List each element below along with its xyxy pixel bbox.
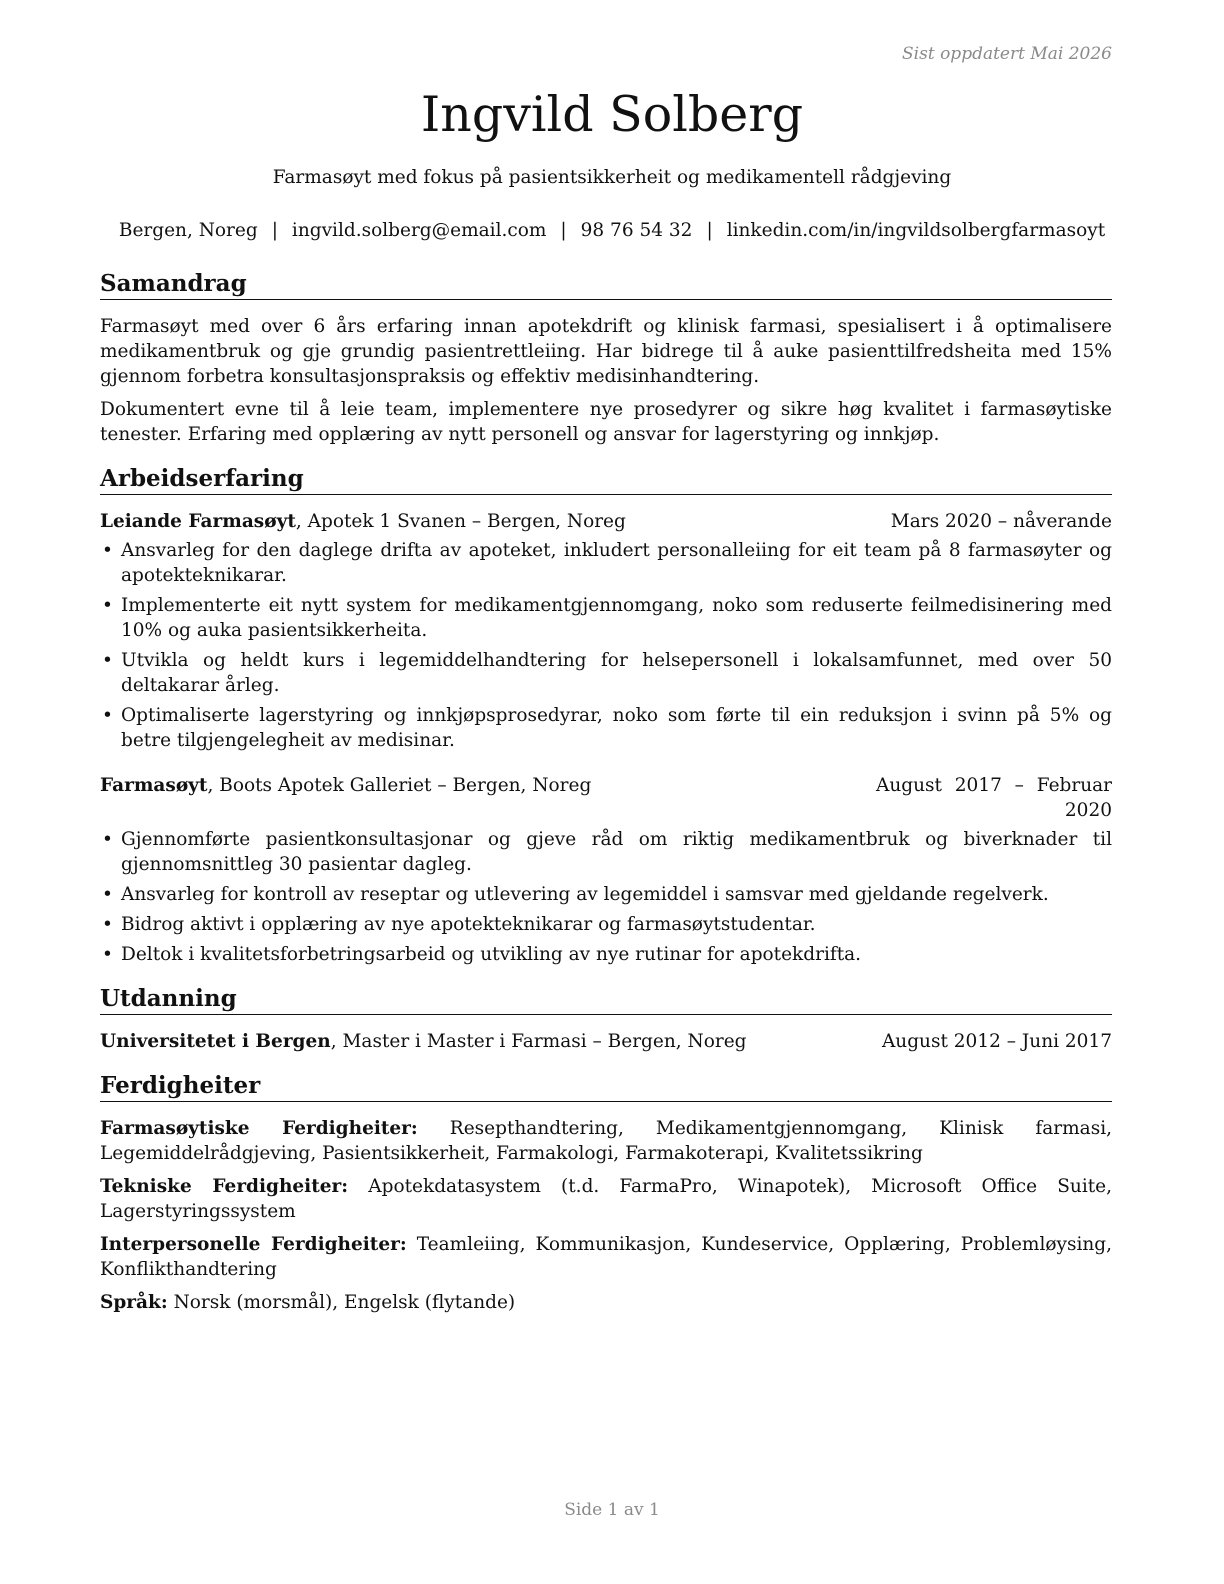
list-item xyxy=(100,538,1112,588)
bullet-icon: • xyxy=(102,944,113,965)
skill-value: Teamleiing, Kommunikasjon, Kundeservice, Opplæring, Problemløysing, Konflikthandtering xyxy=(100,1234,1112,1280)
resume-body xyxy=(100,270,1112,1325)
list-item xyxy=(100,882,1112,907)
separator: | xyxy=(706,220,713,241)
list-item xyxy=(100,703,1112,753)
education-detail: , Master i Master i Farmasi – Bergen, Noreg xyxy=(330,1031,747,1052)
job-role: Leiande Farmasøyt xyxy=(100,511,296,532)
bullet-icon: • xyxy=(102,705,113,726)
list-item xyxy=(100,648,1112,698)
job-header xyxy=(100,509,1112,534)
skill-label: Interpersonelle Ferdigheiter: xyxy=(100,1234,407,1255)
candidate-name: Ingvild Solberg xyxy=(420,86,804,143)
bullet-icon: • xyxy=(102,540,113,561)
experience-section xyxy=(100,465,1112,967)
job-employer: , Boots Apotek Galleriet – Bergen, Noreg xyxy=(207,775,592,796)
job-bullets xyxy=(100,827,1112,967)
contact-linkedin[interactable]: linkedin.com/in/ingvildsolbergfarmasoyt xyxy=(726,220,1106,241)
skill-value: Resepthandtering, Medikamentgjennomgang, Klinisk farmasi, Legemiddelrådgjeving, Pasientsikkerheit, Farmakologi, Farmakoterapi, Kvalitetssikring xyxy=(100,1118,1112,1164)
education-section xyxy=(100,985,1112,1054)
bullet-icon: • xyxy=(102,914,113,935)
skills-section xyxy=(100,1072,1112,1315)
education-period: August 2012 – Juni 2017 xyxy=(881,1031,1112,1052)
list-item xyxy=(100,593,1112,643)
skill-group xyxy=(100,1174,1112,1224)
bullet-text: Bidrog aktivt i opplæring av nye apotekteknikarar og farmasøytstudentar. xyxy=(121,914,816,935)
contact-email[interactable]: ingvild.solberg@email.com xyxy=(291,220,547,241)
education-title xyxy=(100,1029,882,1054)
separator: | xyxy=(271,220,278,241)
job-entry xyxy=(100,509,1112,753)
bullet-text: Utvikla og heldt kurs i legemiddelhandtering for helsepersonell i lokalsamfunnet, med over 50 deltakarar årleg. xyxy=(121,650,1112,696)
list-item xyxy=(100,942,1112,967)
summary-paragraph: Dokumentert evne til å leie team, implementere nye prosedyrer og sikre høg kvalitet i farmasøytiske tenester. Erfaring med opplæring av nytt personell og ansvar for lagerstyring og innkjøp. xyxy=(100,399,1112,445)
job-bullets xyxy=(100,538,1112,753)
section-title: Ferdigheiter xyxy=(100,1072,1112,1102)
separator: | xyxy=(560,220,567,241)
education-entry xyxy=(100,1029,1112,1054)
section-title: Arbeidserfaring xyxy=(100,465,1112,495)
skill-label: Tekniske Ferdigheiter: xyxy=(100,1176,349,1197)
bullet-icon: • xyxy=(102,650,113,671)
job-period: Mars 2020 – nåverande xyxy=(890,511,1112,532)
bullet-icon: • xyxy=(102,829,113,850)
skill-value: Apotekdatasystem (t.d. FarmaPro, Winapotek), Microsoft Office Suite, Lagerstyringssystem xyxy=(100,1176,1112,1222)
last-updated: Sist oppdatert Mai 2026 xyxy=(902,44,1112,64)
bullet-icon: • xyxy=(102,595,113,616)
list-item xyxy=(100,827,1112,877)
skill-value: Norsk (morsmål), Engelsk (flytande) xyxy=(167,1292,516,1313)
bullet-text: Deltok i kvalitetsforbetringsarbeid og utvikling av nye rutinar for apotekdrifta. xyxy=(121,944,862,965)
contact-location: Bergen, Noreg xyxy=(118,220,258,241)
skill-group xyxy=(100,1232,1112,1282)
job-title xyxy=(100,509,891,534)
section-title: Samandrag xyxy=(100,270,1112,300)
job-employer: , Apotek 1 Svanen – Bergen, Noreg xyxy=(295,511,626,532)
bullet-text: Optimaliserte lagerstyring og innkjøpsprosedyrar, noko som førte til ein reduksjon i svinn på 5% og betre tilgjengelegheit av medisinar. xyxy=(121,705,1112,751)
bullet-text: Ansvarleg for kontroll av reseptar og utlevering av legemiddel i samsvar med gjeldande regelverk. xyxy=(121,884,1049,905)
skill-group xyxy=(100,1116,1112,1166)
summary-paragraph: Farmasøyt med over 6 års erfaring innan apotekdrift og klinisk farmasi, spesialisert i å optimalisere medikamentbruk og gje grundig pasientrettleiing. Har bidrege til å auke pasienttilfredsheita med 15% gjennom forbetra konsultasjonspraksis og effektiv medisinhandtering. xyxy=(100,316,1112,387)
section-title: Utdanning xyxy=(100,985,1112,1015)
job-header xyxy=(100,773,1112,823)
job-title xyxy=(100,773,876,823)
list-item xyxy=(100,912,1112,937)
tagline: Farmasøyt med fokus på pasientsikkerheit og medikamentell rådgjeving xyxy=(272,167,952,188)
summary-section xyxy=(100,270,1112,447)
job-role: Farmasøyt xyxy=(100,775,208,796)
page-number: Side 1 av 1 xyxy=(564,1500,660,1520)
skill-group xyxy=(100,1290,1112,1315)
bullet-text: Gjennomførte pasientkonsultasjonar og gjeve råd om riktig medikamentbruk og biverknader til gjennomsnittleg 30 pasientar dagleg. xyxy=(121,829,1112,875)
bullet-text: Implementerte eit nytt system for medikamentgjennomgang, noko som reduserte feilmedisinering med 10% og auka pasientsikkerheita. xyxy=(121,595,1112,641)
job-entry xyxy=(100,773,1112,967)
skill-label: Farmasøytiske Ferdigheiter: xyxy=(100,1118,418,1139)
bullet-text: Ansvarleg for den daglege drifta av apoteket, inkludert personalleiing for eit team på 8 farmasøyter og apotekteknikarar. xyxy=(121,540,1112,586)
bullet-icon: • xyxy=(102,884,113,905)
skill-label: Språk: xyxy=(100,1292,168,1313)
education-institution: Universitetet i Bergen xyxy=(100,1031,331,1052)
contact-phone: 98 76 54 32 xyxy=(580,220,693,241)
job-period: August 2017 – Februar 2020 xyxy=(876,775,1112,821)
contact-line xyxy=(0,220,1224,241)
